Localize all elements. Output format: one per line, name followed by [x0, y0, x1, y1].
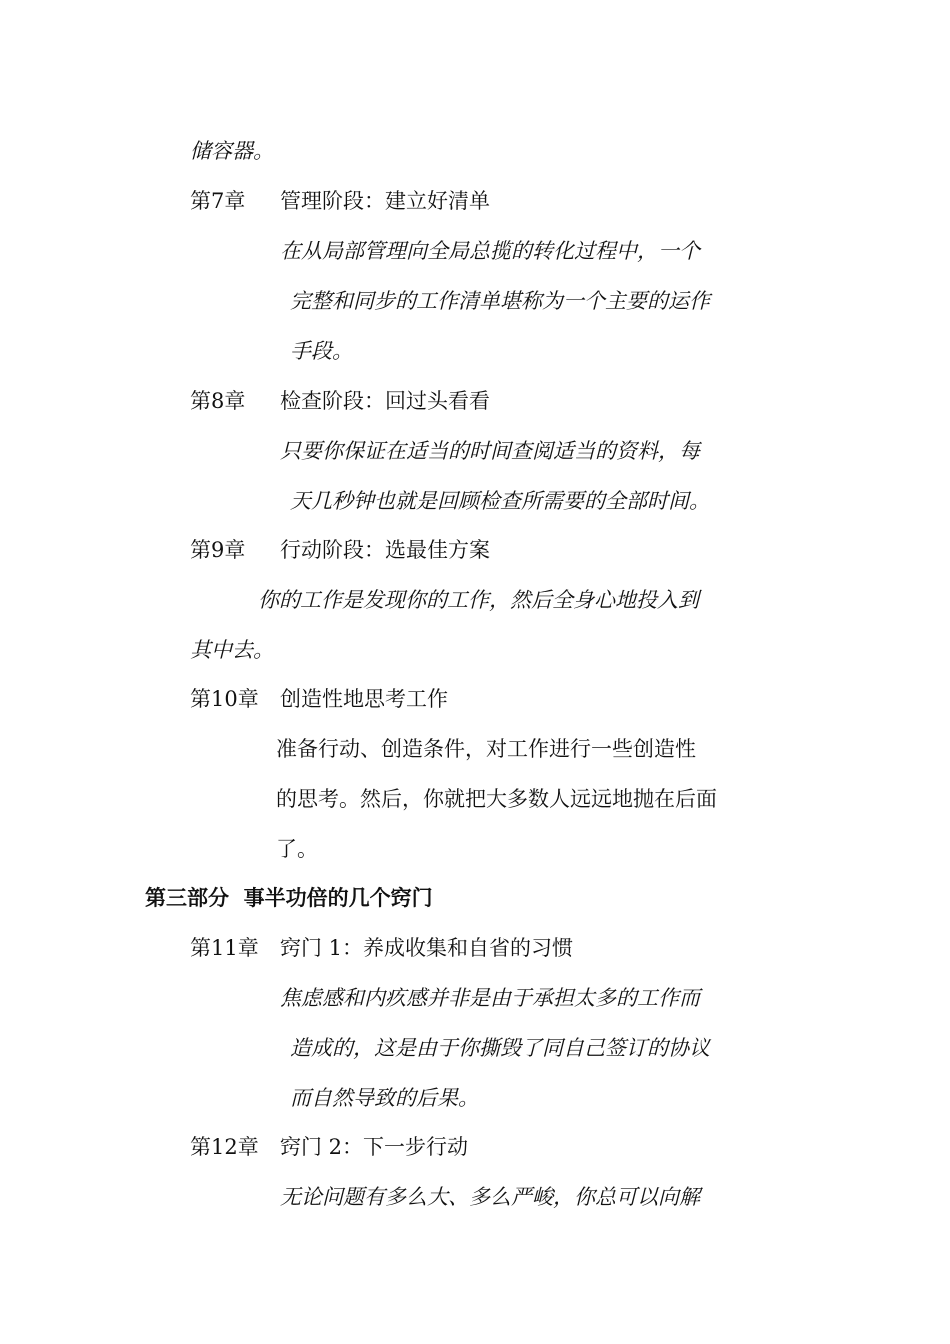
chapter-summary-line: 准备行动、创造条件，对工作进行一些创造性 — [276, 737, 696, 761]
chapter-summary-line: 了。 — [276, 837, 318, 861]
chapter-summary-line: 焦虑感和内疚感并非是由于承担太多的工作而 — [280, 986, 700, 1010]
chapter-summary-line: 完整和同步的工作清单堪称为一个主要的运作 — [290, 289, 710, 313]
chapter-number: 第9章 — [190, 538, 246, 562]
chapter-title: 创造性地思考工作 — [280, 687, 448, 711]
chapter-title: 检查阶段：回过头看看 — [280, 389, 490, 413]
text-line: 储容器。 — [190, 139, 274, 163]
chapter-summary-line: 只要你保证在适当的时间查阅适当的资料，每 — [280, 439, 700, 463]
part-heading: 第三部分 事半功倍的几个窍门 — [145, 885, 433, 910]
chapter-summary-line: 无论问题有多么大、多么严峻，你总可以向解 — [280, 1185, 700, 1209]
chapter-title: 窍门 2：下一步行动 — [280, 1135, 469, 1159]
chapter-summary-line: 造成的，这是由于你撕毁了同自己签订的协议 — [290, 1036, 710, 1060]
chapter-summary-line: 的思考。然后，你就把大多数人远远地抛在后面 — [276, 787, 717, 811]
chapter-summary-line: 手段。 — [290, 339, 353, 363]
chapter-summary-line: 其中去。 — [190, 638, 274, 662]
chapter-title: 管理阶段：建立好清单 — [280, 189, 490, 213]
chapter-summary-line: 而自然导致的后果。 — [290, 1086, 479, 1110]
chapter-number: 第10章 — [190, 687, 259, 711]
chapter-number: 第8章 — [190, 389, 246, 413]
chapter-summary-line: 在从局部管理向全局总揽的转化过程中，一个 — [280, 239, 700, 263]
chapter-number: 第7章 — [190, 189, 246, 213]
chapter-title: 行动阶段：选最佳方案 — [280, 538, 490, 562]
chapter-summary-line: 天几秒钟也就是回顾检查所需要的全部时间。 — [290, 489, 710, 513]
chapter-title: 窍门 1：养成收集和自省的习惯 — [280, 936, 574, 960]
chapter-number: 第11章 — [190, 936, 259, 960]
chapter-summary-line: 你的工作是发现你的工作，然后全身心地投入到 — [258, 588, 699, 612]
chapter-number: 第12章 — [190, 1135, 259, 1159]
